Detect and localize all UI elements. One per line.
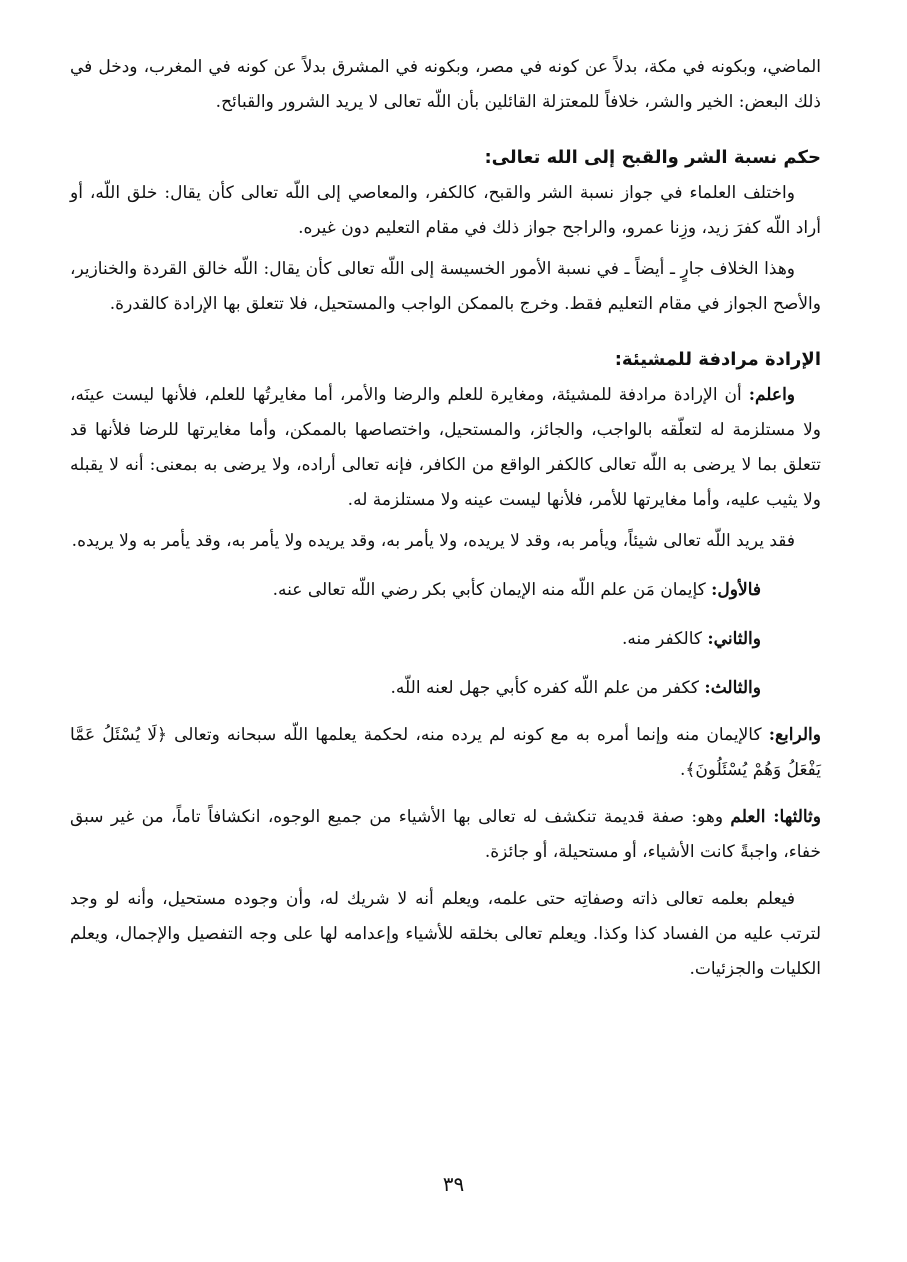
paragraph-cases: فقد يريد اللّه تعالى شيئاً، ويأمر به، وقد لا يريده، ولا يأمر به، وقد يريده ولا يأمر به، وقد يأمر به ولا يريده. — [71, 531, 795, 551]
case-item-first — [70, 573, 821, 608]
paragraph-knowledge — [70, 800, 821, 870]
case-text: كالكفر منه. — [622, 629, 708, 649]
section-heading-will: الإرادة مرادفة للمشيئة: — [614, 349, 821, 370]
case-lead: والثاني: — [707, 629, 761, 649]
paragraph-body-knowledge: وهو: صفة قديمة تنكشف له تعالى بها الأشياء من جميع الوجوه، انكشافاً تاماً، من غير سبق خفاء، واجبةً كانت الأشياء، أو مستحيلة، أو جائزة. — [70, 807, 821, 862]
page-number: ٣٩ — [442, 1172, 465, 1196]
paragraph-lead-know: واعلم: — [748, 385, 795, 405]
quran-verse: ﴿لَا يُسْئَلُ عَمَّا يَفْعَلُ وَهُمْ يُسْئَلُونَ﴾ — [70, 725, 821, 780]
case-text: كالإيمان منه وإنما أمره به مع كونه لم يرده منه، لحكمة يعلمها اللّه سبحانه وتعالى — [166, 725, 769, 745]
case-text: ككفر من علم اللّه كفره كأبي جهل لعنه اللّه. — [390, 678, 705, 698]
case-item-fourth — [70, 718, 821, 788]
case-lead: فالأول: — [711, 580, 761, 600]
paragraph-body-know: أن الإرادة مرادفة للمشيئة، ومغايرة للعلم والرضا والأمر، أما مغايرتُها للعلم، فلأنها ليست عينَه، ولا مستلزمة له لتعلّقه بالواجب، والجائز، والمستحيل، واختصاصها بالممكن، وأما مغايرتها للرضا فلأنها قد تتعلق بما لا يرضى به اللّه تعالى كالكفر الواقع من الكافر، فإنه تعالى أراده، ولا يرضى به بمعنى: أنه لا يقبله ولا يثيب عليه، وأما مغايرتها للأمر، فلأنها ليست عينه ولا مستلزمة له. — [70, 385, 821, 510]
paragraph-knowledge-detail: فيعلم بعلمه تعالى ذاته وصفاتِه حتى علمه، ويعلم أنه لا شريك له، وأن وجوده مستحيل، وأنه لو وجد لترتب عليه من الفساد كذا وكذا. ويعلم تعالى بخلقه للأشياء وإعدامه لها على وجه التفصيل والإجمال، ويعلم الكليات والجزئيات. — [70, 889, 821, 979]
page-body — [70, 50, 821, 1262]
paragraph-know — [70, 378, 821, 518]
paragraph-lead-knowledge: وثالثها: العلم — [730, 807, 821, 827]
case-list — [70, 573, 821, 706]
section-heading-attribution: حكم نسبة الشر والقبح إلى الله تعالى: — [484, 147, 821, 168]
case-text-end: . — [680, 760, 686, 780]
case-text: كإيمان مَن علم اللّه منه الإيمان كأبي بكر رضي اللّه تعالى عنه. — [272, 580, 712, 600]
case-item-third — [70, 671, 821, 706]
case-item-second — [70, 622, 821, 657]
case-lead: والرابع: — [768, 725, 821, 745]
paragraph-base-matters: وهذا الخلاف جارٍ ـ أيضاً ـ في نسبة الأمور الخسيسة إلى اللّه تعالى كأن يقال: اللّه خالق القردة والخنازير، والأصح الجواز في مقام التعليم فقط. وخرج بالممكن الواجب والمستحيل، فلا تتعلق بها الإرادة كالقدرة. — [70, 259, 821, 314]
case-lead: والثالث: — [704, 678, 761, 698]
paragraph-disagreement: واختلف العلماء في جواز نسبة الشر والقبح، كالكفر، والمعاصي إلى اللّه تعالى كأن يقال: خلق اللّه، أو أراد اللّه كفرَ زيد، وزِنا عمرو، والراجح جواز ذلك في مقام التعليم دون غيره. — [70, 183, 821, 238]
intro-paragraph: الماضي، وبكونه في مكة، بدلاً عن كونه في مصر، وبكونه في المشرق بدلاً عن كونه في المغرب، ودخل في ذلك البعض: الخير والشر، خلافاً للمعتزلة القائلين بأن اللّه تعالى لا يريد الشرور والقبائح. — [70, 57, 821, 112]
